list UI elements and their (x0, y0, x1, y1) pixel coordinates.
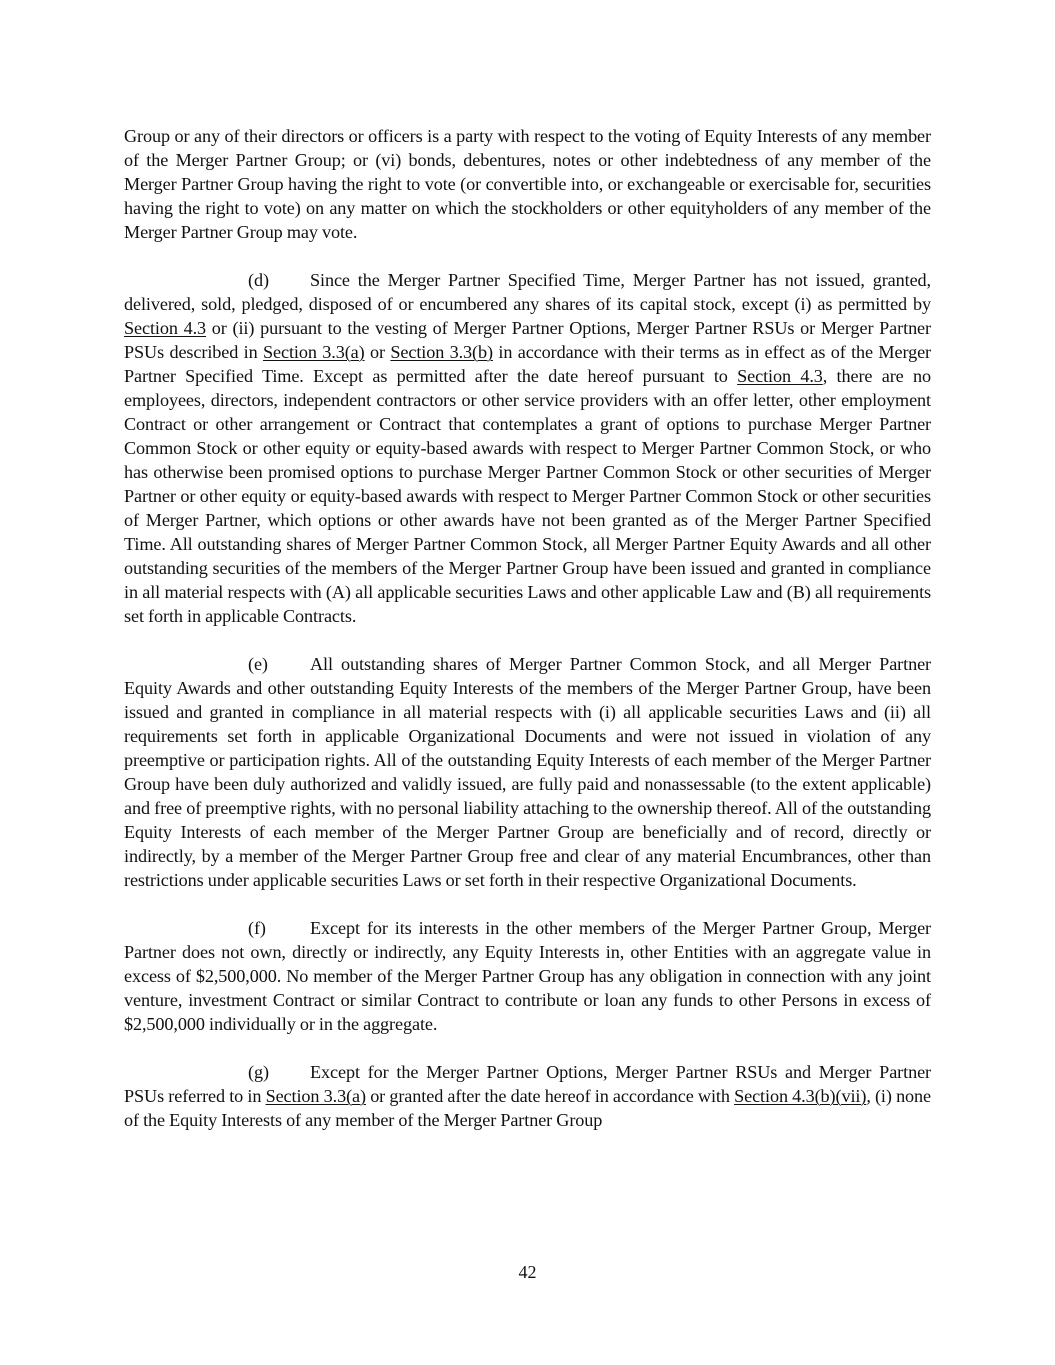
section-label-d: (d) (248, 270, 269, 290)
paragraph-f (124, 916, 931, 1036)
paragraph-text: , there are no employees, directors, independent contractors or other service providers with an offer letter, other employment Contract or other arrangement or Contract that contemplates a grant of options to purchase Merger Partner Common Stock or other equity or equity-based awards with respect to Merger Partner Common Stock, or who has otherwise been promised options to purchase Merger Partner Common Stock or other securities of Merger Partner or other equity or equity-based awards with respect to Merger Partner Common Stock or other securities of Merger Partner, which options or other awards have not been granted as of the Merger Partner Specified Time. All outstanding shares of Merger Partner Common Stock, all Merger Partner Equity Awards and all other outstanding securities of the members of the Merger Partner Group have been issued and granted in compliance in all material respects with (A) all applicable securities Laws and other applicable Law and (B) all requirements set forth in applicable Contracts. (124, 366, 931, 626)
paragraph-text: in accordance with their terms as in effect as of the Merger Partner Specified Time. Except as permitted after the date hereof pursuant to (124, 342, 932, 386)
paragraph-text: Since the Merger Partner Specified Time, Merger Partner has not issued, granted, delivered, sold, pledged, disposed of or encumbered any shares of its capital stock, except (i) as permitted by (124, 270, 931, 314)
section-reference-3-3-a: Section 3.3(a) (263, 342, 365, 362)
section-reference-3-3-b: Section 3.3(b) (390, 342, 493, 362)
section-label-e: (e) (248, 654, 268, 674)
paragraph-text: Group or any of their directors or officers is a party with respect to the voting of Equity Interests of any member of the Merger Partner Group; or (vi) bonds, debentures, notes or other indebtedness of any member of the Merger Partner Group having the right to vote (or convertible into, or exchangeable or exercisable for, securities having the right to vote) on any matter on which the stockholders or other equityholders of any member of the Merger Partner Group may vote. (124, 126, 931, 242)
section-reference-4-3: Section 4.3 (124, 318, 207, 338)
document-page (124, 124, 931, 1156)
paragraph-d (124, 268, 931, 628)
paragraph-text: or (ii) pursuant to the vesting of Merger Partner Options, Merger Partner RSUs or Merger Partner PSUs described in (124, 318, 931, 362)
section-reference-3-3-a: Section 3.3(a) (265, 1086, 366, 1106)
paragraph-text: Except for its interests in the other members of the Merger Partner Group, Merger Partner does not own, directly or indirectly, any Equity Interests in, other Entities with an aggregate value in excess of $2,500,000. No member of the Merger Partner Group has any obligation in connection with any joint venture, investment Contract or similar Contract to contribute or loan any funds to other Persons in excess of $2,500,000 individually or in the aggregate. (124, 918, 931, 1034)
section-label-f: (f) (248, 918, 266, 938)
section-reference-4-3: Section 4.3 (737, 366, 823, 386)
paragraph-text: Except for the Merger Partner Options, Merger Partner RSUs and Merger Partner PSUs referred to in (124, 1062, 931, 1106)
section-reference-4-3-b-vii: Section 4.3(b)(vii) (734, 1086, 867, 1106)
paragraph-text: or (364, 342, 391, 362)
section-label-g: (g) (248, 1062, 269, 1082)
paragraph-text: , (i) none of the Equity Interests of any member of the Merger Partner Group (124, 1086, 932, 1130)
paragraph-text: All outstanding shares of Merger Partner Common Stock, and all Merger Partner Equity Awards and other outstanding Equity Interests of the members of the Merger Partner Group, have been issued and granted in compliance in all material respects with (i) all applicable securities Laws and (ii) all requirements set forth in applicable Organizational Documents and were not issued in violation of any preemptive or participation rights. All of the outstanding Equity Interests of each member of the Merger Partner Group have been duly authorized and validly issued, are fully paid and nonassessable (to the extent applicable) and free of preemptive rights, with no personal liability attaching to the ownership thereof. All of the outstanding Equity Interests of each member of the Merger Partner Group are beneficially and of record, directly or indirectly, by a member of the Merger Partner Group free and clear of any material Encumbrances, other than restrictions under applicable securities Laws or set forth in their respective Organizational Documents. (124, 654, 931, 890)
paragraph-text: or granted after the date hereof in accordance with (365, 1086, 735, 1106)
paragraph-continuation (124, 124, 931, 244)
paragraph-g (124, 1060, 931, 1132)
page-number: 42 (518, 1262, 537, 1282)
paragraph-e (124, 652, 931, 892)
